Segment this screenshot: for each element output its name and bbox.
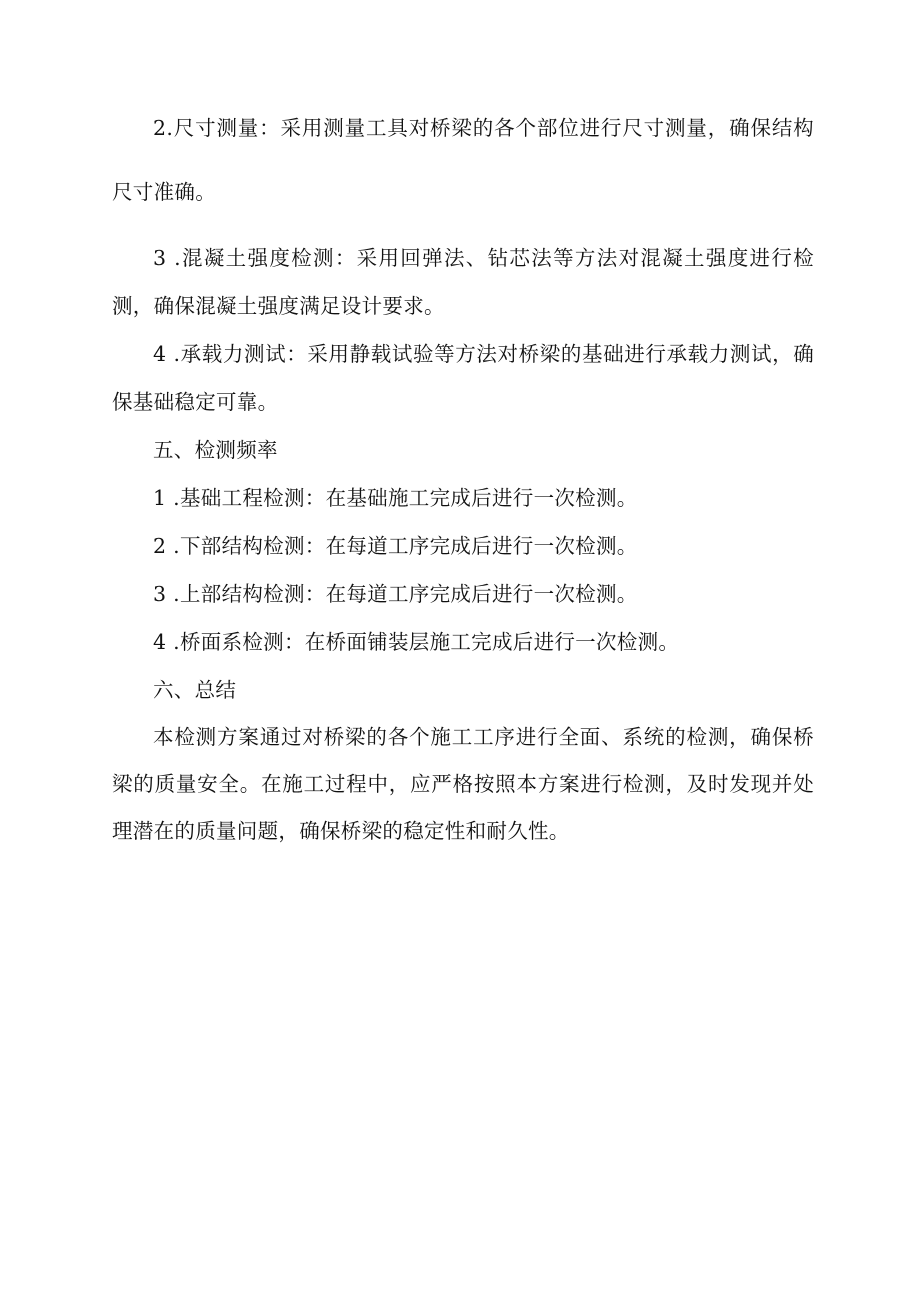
paragraph-dimension-measurement: 2.尺寸测量：采用测量工具对桥梁的各个部位进行尺寸测量，确保结构尺寸准确。 <box>112 116 814 204</box>
list-item-substructure: 2 .下部结构检测：在每道工序完成后进行一次检测。 <box>153 534 638 558</box>
section-heading-frequency: 五、检测频率 <box>153 438 278 462</box>
paragraph-load-capacity: 4 .承载力测试：采用静载试验等方法对桥梁的基础进行承载力测试，确保基础稳定可靠。 <box>112 342 814 414</box>
paragraph-summary: 本检测方案通过对桥梁的各个施工工序进行全面、系统的检测，确保桥梁的质量安全。在施工过程中，应严格按照本方案进行检测，及时发现并处理潜在的质量问题，确保桥梁的稳定性和耐久性。 <box>112 725 814 843</box>
section-heading-summary: 六、总结 <box>153 678 237 702</box>
list-item-deck-system: 4 .桥面系检测：在桥面铺装层施工完成后进行一次检测。 <box>153 630 680 654</box>
list-item-foundation: 1 .基础工程检测：在基础施工完成后进行一次检测。 <box>153 486 638 510</box>
list-item-superstructure: 3 .上部结构检测：在每道工序完成后进行一次检测。 <box>153 582 638 606</box>
paragraph-concrete-strength: 3 .混凝土强度检测：采用回弹法、钻芯法等方法对混凝土强度进行检测，确保混凝土强度满足设计要求。 <box>112 246 814 318</box>
